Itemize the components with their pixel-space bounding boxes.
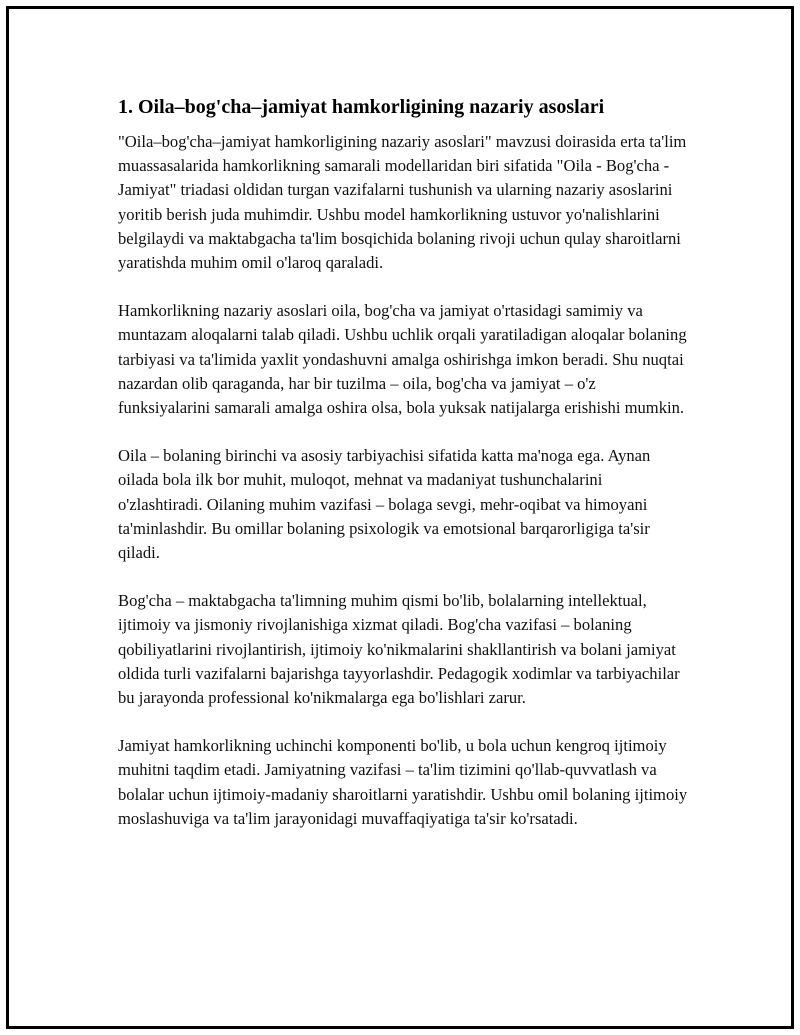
paragraph-intro: "Oila–bog'cha–jamiyat hamkorligining nazariy asoslari" mavzusi doirasida erta ta'lim muassasalarida hamkorlikning samarali modellaridan biri sifatida "Oila - Bog'cha - Jamiyat" triadasi oldidan turgan vazifalarni tushunish va ularning nazariy asoslarini yoritib berish juda muhimdir. Ushbu model hamkorlikning ustuvor yo'nalishlarini belgilaydi va maktabgacha ta'lim bosqichida bolaning rivoji uchun qulay sharoitlarni yaratishda muhim omil o'laroq qaraladi.	[118, 132, 687, 273]
paragraph-kindergarten: Bog'cha – maktabgacha ta'limning muhim qismi bo'lib, bolalarning intellektual, ijtimoiy va jismoniy rivojlanishiga xizmat qiladi. Bog'cha vazifasi – bolaning qobiliyatlarini rivojlantirish, ijtimoiy ko'nikmalarini shakllantirish va bolani jamiyat oldida turli vazifalarni bajarishga tayyorlashdir. Pedagogik xodimlar va tarbiyachilar bu jarayonda professional ko'nikmalarga ega bo'lishlari zarur.	[118, 591, 680, 708]
paragraph-theoretical-basis: Hamkorlikning nazariy asoslari oila, bog'cha va jamiyat o'rtasidagi samimiy va muntazam aloqalarni talab qiladi. Ushbu uchlik orqali yaratiladigan aloqalar bolaning tarbiyasi va ta'limida yaxlit yondashuvni amalga oshirishga imkon beradi. Shu nuqtai nazardan olib qaraganda, har bir tuzilma – oila, bog'cha va jamiyat – o'z funksiyalarini samarali amalga oshira olsa, bola yuksak natijalarga erishishi mumkin.	[118, 301, 687, 418]
paragraph-family: Oila – bolaning birinchi va asosiy tarbiyachisi sifatida katta ma'noga ega. Aynan oilada bola ilk bor muhit, muloqot, mehnat va madaniyat tushunchalarini o'zlashtiradi. Oilaning muhim vazifasi – bolaga sevgi, mehr-oqibat va himoyani ta'minlashdir. Bu omillar bolaning psixologik va emotsional barqarorligiga ta'sir qiladi.	[118, 446, 651, 563]
document-body	[118, 94, 690, 855]
paragraph-society: Jamiyat hamkorlikning uchinchi komponenti bo'lib, u bola uchun kengroq ijtimoiy muhitni taqdim etadi. Jamiyatning vazifasi – ta'lim tizimini qo'llab-quvvatlash va bolalar uchun ijtimoiy-madaniy sharoitlarni yaratishdir. Ushbu omil bolaning ijtimoiy moslashuviga va ta'lim jarayonidagi muvaffaqiyatiga ta'sir ko'rsatadi.	[118, 736, 688, 828]
section-heading: 1. Oila–bog'cha–jamiyat hamkorligining nazariy asoslari	[118, 96, 605, 118]
